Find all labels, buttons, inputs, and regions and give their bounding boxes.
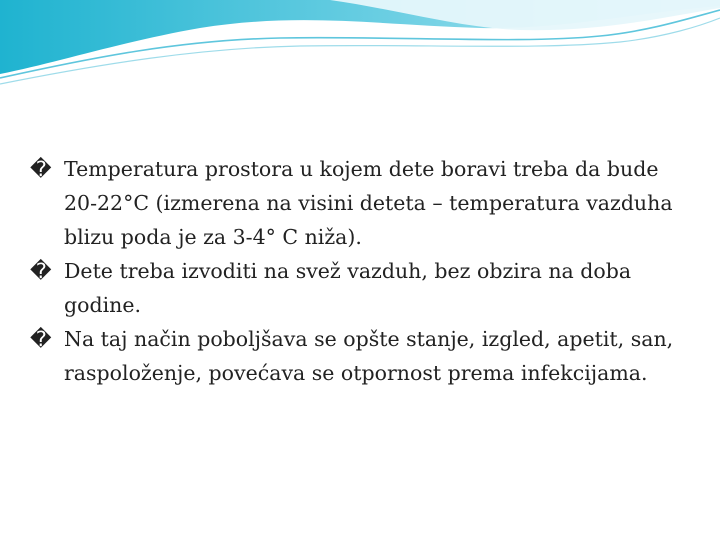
bullet-list xyxy=(30,152,690,390)
bullet-item xyxy=(30,152,690,254)
bullet-marker-icon: � xyxy=(30,157,52,181)
bullet-text: Na taj način poboljšava se opšte stanje, izgled, apetit, san, raspoloženje, povećava se otpornost prema infekcijama. xyxy=(64,327,674,385)
header-wave-decoration xyxy=(0,0,720,90)
bullet-item xyxy=(30,254,690,322)
bullet-text: Dete treba izvoditi na svež vazduh, bez obzira na doba godine. xyxy=(64,259,632,317)
bullet-text: Temperatura prostora u kojem dete boravi treba da bude 20-22°C (izmerena na visini deteta – temperatura vazduha blizu poda je za 3-4° C niža). xyxy=(64,157,673,249)
bullet-item xyxy=(30,322,690,390)
bullet-marker-icon: � xyxy=(30,259,52,283)
bullet-marker-icon: � xyxy=(30,327,52,351)
